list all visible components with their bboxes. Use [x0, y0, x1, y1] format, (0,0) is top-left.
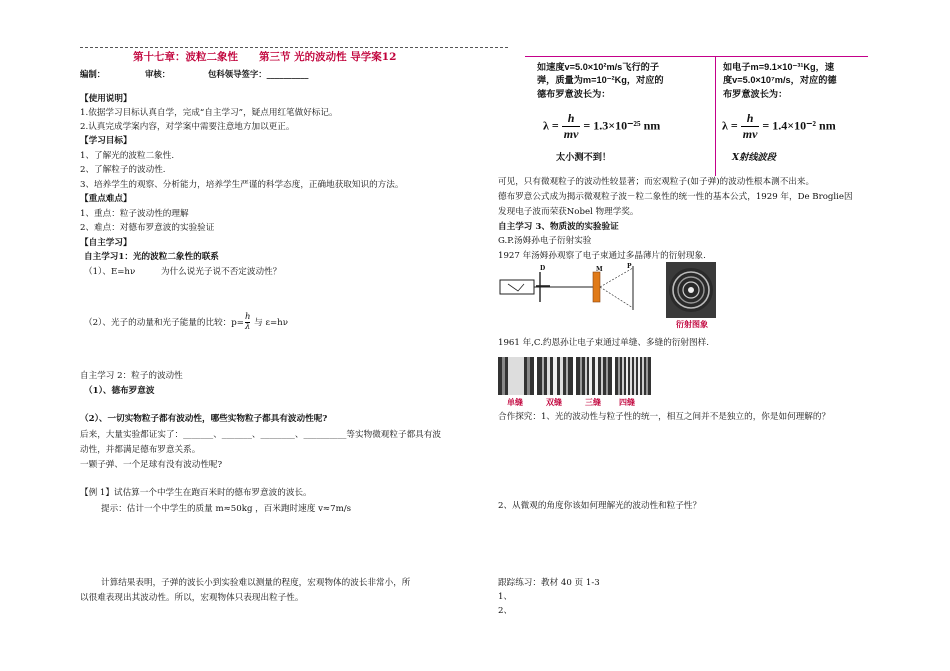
follow-up-item-2[interactable]: 2、: [498, 606, 513, 616]
keypoint-item: 2、难点：对德布罗意波的实验验证: [80, 223, 215, 233]
double-slit-pattern: [537, 357, 573, 395]
usage-heading: 【使用说明】: [80, 94, 132, 104]
triple-slit-label: 三缝: [585, 398, 601, 407]
fill-blank-continuation: 动性，并都满足德布罗意关系。: [80, 445, 201, 455]
cooperative-inquiry-2: 2、从微观的角度你该如何理解光的波动性和粒子性？: [498, 501, 702, 511]
box-top-rule: [525, 56, 868, 57]
diffraction-image-caption: 衍射图象: [676, 320, 708, 329]
question-bullet-ball: 一颗子弹、一个足球有没有波动性呢?: [80, 460, 223, 470]
bullet-box-text: [537, 61, 712, 101]
formula-denominator: mv: [563, 127, 579, 141]
question-matter-waves: （2）、一切实物粒子都有波动性，哪些实物粒子都具有波动性呢?: [80, 414, 328, 424]
single-slit-pattern: [498, 357, 534, 395]
question-1: （1）、E=hν 为什么说光子说不否定波动性？: [84, 267, 282, 277]
follow-up-item-1[interactable]: 1、: [498, 592, 513, 602]
goal-item: 3、培养学生的观察、分析能力，培养学生严谨的科学态度，正确地获取知识的方法。: [80, 180, 404, 190]
self-study-3-title: 自主学习 3、物质波的实验验证: [498, 222, 619, 232]
formula-result: = 1.4×10⁻² nm: [762, 118, 836, 133]
formula-fraction: [562, 111, 581, 142]
de-broglie-para-2: 发现电子波而荣获Nobel 物理学奖。: [498, 207, 639, 217]
formula-fraction: [741, 111, 760, 142]
diagram-label-m: M: [596, 266, 603, 273]
quad-slit-pattern: [615, 357, 651, 395]
question-2-pre: （2）、光子的动量和光子能量的比较：p=: [84, 317, 244, 328]
thomson-1927-text: 1927 年汤姆孙观察了电子束通过多晶薄片的衍射现象.: [498, 251, 706, 261]
keypoint-item: 1、重点：粒子波动性的理解: [80, 209, 189, 219]
bullet-box-line: 如速度v=5.0×10²m/s飞行的子: [537, 62, 660, 72]
formula-result: = 1.3×10⁻²⁵ nm: [583, 118, 661, 133]
electron-wavelength-formula: [722, 111, 836, 142]
goal-item: 2、了解粒子的波动性.: [80, 165, 166, 175]
fraction-numerator: h: [244, 312, 251, 322]
cooperative-inquiry-1: 合作探究：1、光的波动性与粒子性的统一，相互之间并不是独立的，你是如何理解的？: [498, 412, 831, 422]
thomson-experiment-title: G.P.汤姆孙电子衍射实验: [498, 236, 592, 246]
question-2: [84, 313, 288, 332]
electron-box-line: 如电子m=9.1×10⁻³¹Kg，速: [723, 62, 835, 72]
conclusion-line-2: 以很难表现出其波动性。所以，宏观物体只表现出粒子性。: [80, 593, 304, 603]
formula-lhs: λ =: [722, 118, 738, 133]
page-title: 第十七章：波粒二象性 第三节 光的波动性 导学案12: [133, 51, 397, 63]
example-1: 【例 1】试估算一个中学生在跑百米时的德布罗意波的波长。: [80, 488, 312, 498]
conclusion-line-1: 计算结果表明，子弹的波长小到实验难以测量的程度，宏观物体的波长非常小，所: [101, 578, 411, 588]
formula-denominator: mv: [742, 127, 758, 141]
momentum-fraction: [245, 313, 250, 332]
goal-item: 1、了解光的波粒二象性.: [80, 151, 175, 161]
diffraction-apparatus-diagram: [498, 264, 648, 312]
electron-box-line: 布罗意波长为：: [723, 88, 788, 99]
keypoints-heading: 【重点难点】: [80, 194, 132, 204]
diffraction-rings-image: [666, 262, 716, 318]
leader-sign-label[interactable]: 包科领导签字：__________: [208, 69, 309, 79]
question-2-post: 与 ε=hν: [251, 317, 288, 328]
electron-box-text: [723, 61, 863, 101]
electron-box-line: 度v=5.0×10⁷m/s，对应的德: [723, 75, 837, 86]
usage-item: 2.认真完成学案内容，对学案中需要注意地方加以更正。: [80, 122, 295, 132]
bullet-box-line: 弹，质量为m=10⁻²Kg，对应的: [537, 75, 664, 86]
reviewer-label: 审核：: [145, 69, 171, 79]
header-divider: [80, 47, 508, 48]
self-study-heading: 【自主学习】: [80, 238, 132, 248]
diagram-label-p: P: [627, 263, 632, 270]
bullet-wavelength-formula: [543, 111, 660, 142]
crystal-foil-icon: [593, 272, 600, 302]
example-hint: 提示：估计一个中学生的质量 m≈50kg ，百米跑时速度 v≈7m/s: [101, 504, 352, 514]
fill-blank-line[interactable]: 后来，大量实验都证实了：_______、_______、________、__________等实物微观粒子都具有波: [80, 430, 441, 440]
double-slit-label: 双缝: [546, 398, 562, 407]
self-study-2-title: 自主学习 2：粒子的波动性: [80, 371, 183, 381]
electron-gun-icon: [500, 280, 534, 294]
de-broglie-wave-heading: （1）、德布罗意波: [84, 386, 155, 396]
bullet-box-note: 太小测不到！: [556, 152, 612, 163]
fraction-denominator: λ: [245, 321, 251, 332]
formula-numerator: h: [741, 111, 760, 127]
bullet-box-line: 德布罗意波长为：: [537, 88, 611, 99]
self-study-1-title: 自主学习1：光的波粒二象性的联系: [84, 252, 219, 262]
single-slit-label: 单缝: [507, 398, 523, 407]
editor-label: 编制：: [80, 69, 106, 79]
de-broglie-para-1: 德布罗意公式成为揭示微观粒子波－粒二象性的统一性的基本公式，1929 年，De Broglie因: [498, 192, 853, 202]
formula-lhs: λ =: [543, 118, 559, 133]
visible-note: 可见，只有微观粒子的波动性较显著；而宏观粒子(如子弹)的波动性根本测不出来。: [498, 177, 815, 187]
quad-slit-label: 四缝: [619, 398, 635, 407]
triple-slit-pattern: [576, 357, 612, 395]
electron-box-note: X射线波段: [732, 152, 776, 163]
formula-numerator: h: [562, 111, 581, 127]
goals-heading: 【学习目标】: [80, 136, 132, 146]
jonsson-1961-text: 1961 年,C.约恩孙让电子束通过单缝、多缝的衍射图样.: [498, 338, 709, 348]
usage-item: 1.依据学习目标认真自学，完成“自主学习”，疑点用红笔做好标记。: [80, 108, 338, 118]
follow-up-exercise: 跟踪练习：教材 40 页 1-3: [498, 578, 600, 588]
diagram-label-d: D: [540, 265, 546, 272]
